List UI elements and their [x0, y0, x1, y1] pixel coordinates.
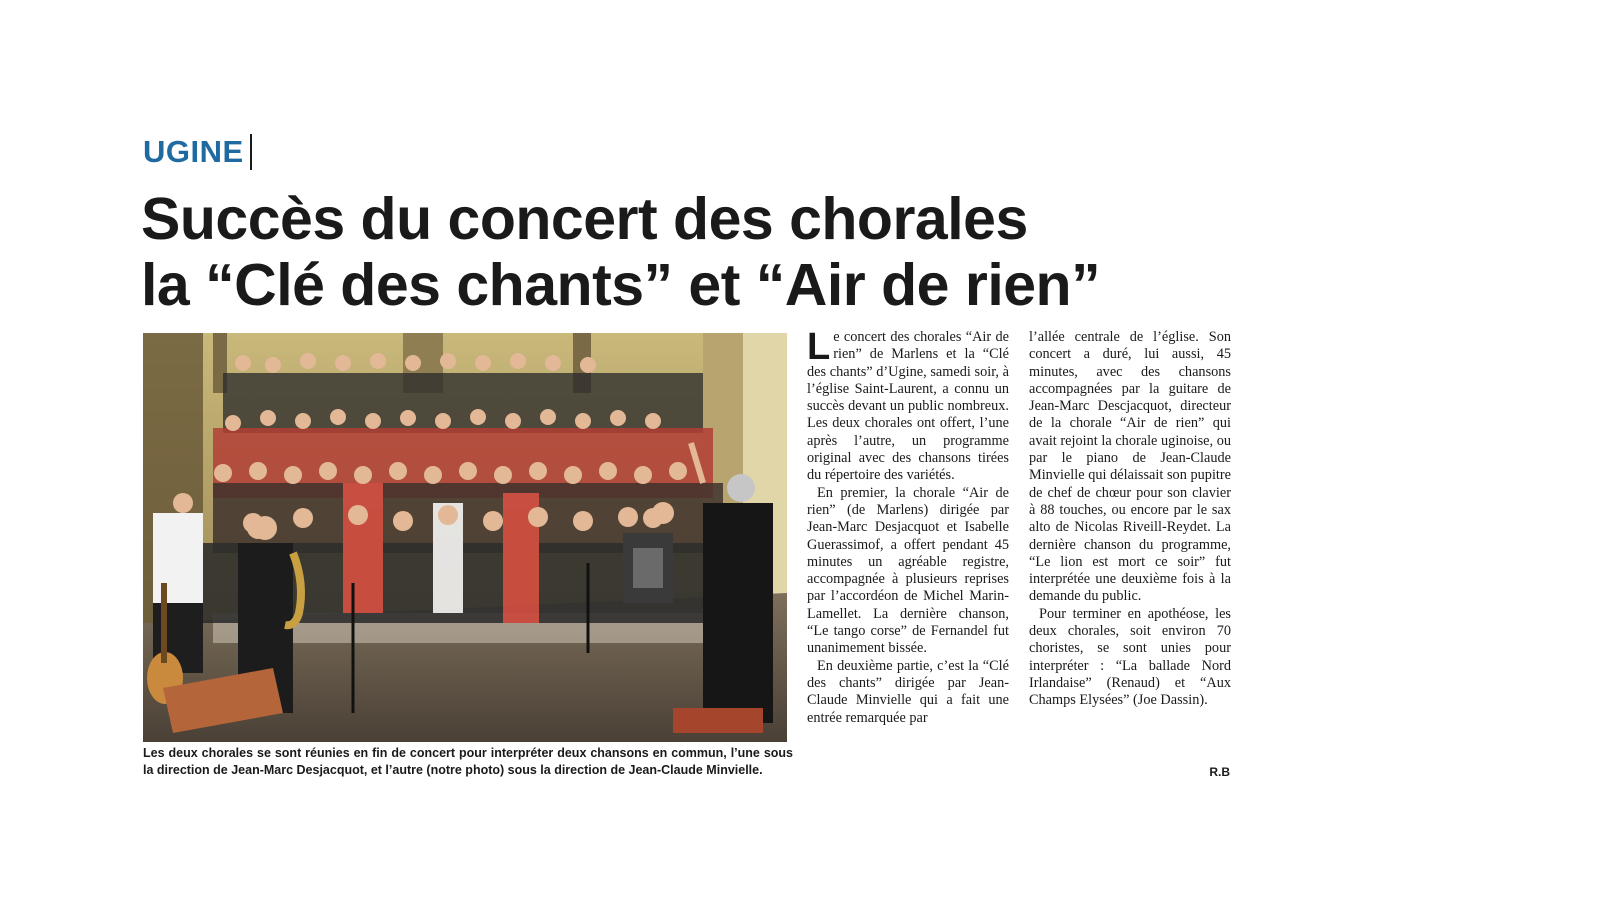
- headline-line-2: la “Clé des chants” et “Air de rien”: [141, 252, 1101, 318]
- drop-cap: L: [807, 326, 831, 368]
- paragraph-1-text: e concert des chorales “Air de rien” de Marlens et la “Clé des chants” d’Ugine, samedi soir, à l’église Saint-Laurent, a connu un succès devant un public nombreux. Les deux chorales ont offert, l’une après l’autre, un programme original avec des chansons tirées du répertoire des variétés.: [807, 329, 1009, 484]
- paragraph-3-part-1: En deuxième partie, c’est la “Clé des chants” dirigée par Jean-Claude Minvielle qui a fait une entrée remarquée par: [807, 657, 1009, 726]
- paragraph-2: En premier, la chorale “Air de rien” (de Marlens) dirigée par Jean-Marc Desjacquot et Isabelle Guerassimof, a offert pendant 45 minutes un agréable registre, accompagnée à plusieurs reprises par l’accordéon de Michel Marin-Lamellet. La dernière chanson, “Le tango corse” de Fernandel fut unanimement bissée.: [807, 484, 1009, 657]
- headline-line-1: Succès du concert des chorales: [141, 186, 1028, 252]
- section-tag: UGINE: [143, 134, 252, 170]
- choir-photo: [143, 333, 787, 742]
- paragraph-4: Pour terminer en apothéose, les deux chorales, soit environ 70 choristes, se sont unies pour interpréter : “La ballade Nord Irlandaise” (Renaud) et “Aux Champs Elysées” (Joe Dassin).: [1029, 605, 1231, 709]
- article-column-2: [1029, 329, 1231, 710]
- paragraph-3-part-2: l’allée centrale de l’église. Son concert a duré, lui aussi, 45 minutes, avec des chansons accompagnées par la guitare de Jean-Marc Descjacquot, directeur de la chorale “Air de rien” qui avait rejoint la chorale uginoise, ou par le piano de Jean-Claude Minvielle qui délaissait son pupitre de chef de chœur pour son clavier à 88 touches, ou encore par le sax alto de Nicolas Riveill-Reydet. La dernière chanson du programme, “Le lion est mort ce soir” fut interprétée une deuxième fois à la demande du public.: [1029, 329, 1231, 605]
- paragraph-1: [807, 326, 1009, 485]
- author-byline: R.B: [1209, 765, 1230, 779]
- photo-caption: Les deux chorales se sont réunies en fin de concert pour interpréter deux chansons en commun, l’une sous la direction de Jean-Marc Desjacquot, et l’autre (notre photo) sous la direction de Jean-Claude Minvielle.: [143, 746, 793, 777]
- article-column-1: [807, 326, 1009, 727]
- choir-photo-illustration: [143, 333, 787, 742]
- headline: [141, 186, 1101, 318]
